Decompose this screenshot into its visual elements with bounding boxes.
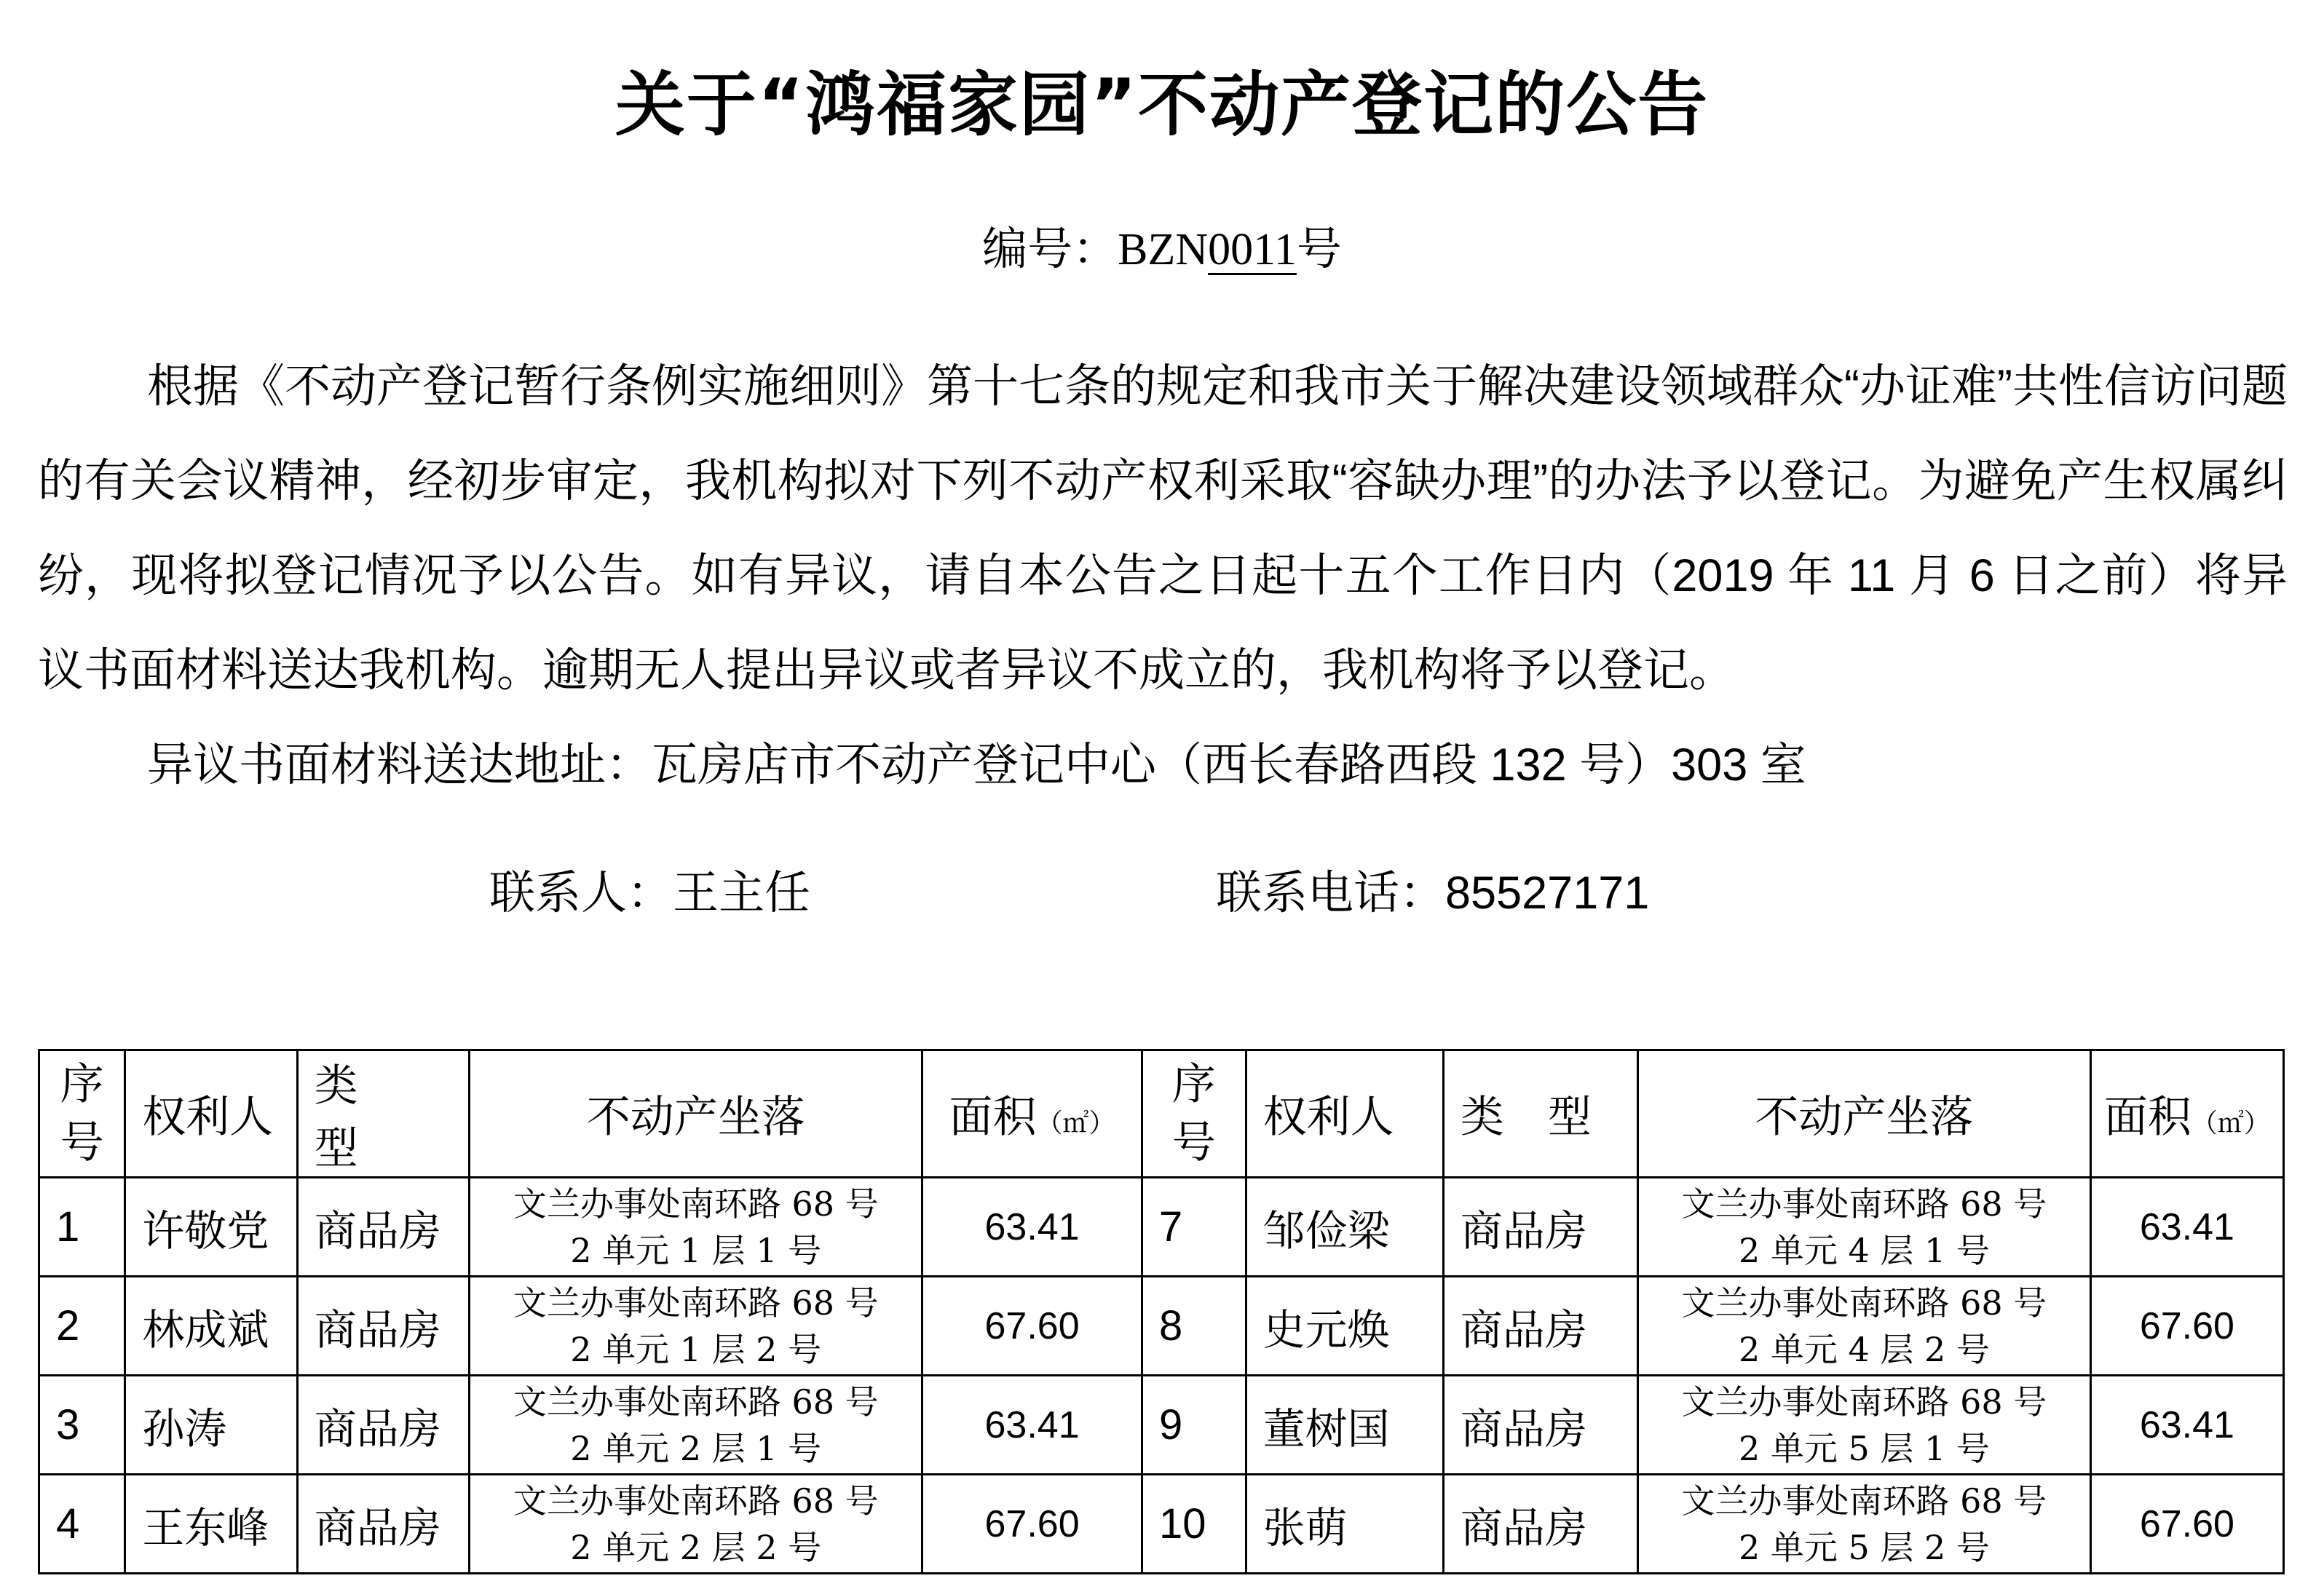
- cell-area: 63.41: [922, 1178, 1142, 1277]
- cell-seq: 9: [1142, 1376, 1246, 1475]
- header-area: 面积（㎡）: [2090, 1050, 2283, 1178]
- cell-seq: 3: [39, 1376, 125, 1475]
- cell-seq: 7: [1142, 1178, 1246, 1277]
- header-location: 不动产坐落: [470, 1050, 922, 1178]
- cell-location: 文兰办事处南环路 68 号 2 单元 1 层 1 号: [470, 1178, 922, 1277]
- cell-area: 67.60: [2090, 1475, 2283, 1574]
- cell-area: 67.60: [922, 1475, 1142, 1574]
- cell-area: 63.41: [2090, 1376, 2283, 1475]
- cell-seq: 1: [39, 1178, 125, 1277]
- cell-type: 商品房: [297, 1277, 470, 1376]
- cell-holder: 邹俭梁: [1246, 1178, 1443, 1277]
- cell-type: 商品房: [1443, 1376, 1637, 1475]
- header-seq: 序 号: [39, 1050, 125, 1178]
- document-title: 关于“鸿福家园”不动产登记的公告: [614, 64, 1710, 146]
- body-paragraph-notice: 根据《不动产登记暂行条例实施细则》第十七条的规定和我市关于解决建设领域群众“办证难”共性信访问题的有关会议精神，经初步审定，我机构拟对下列不动产权利采取“容缺办理”的办法予以登记。为避免产生权属纠纷，现将拟登记情况予以公告。如有异议，请自本公告之日起十五个工作日内（2019 年 11 月 6 日之前）将异议书面材料送达我机构。逾期无人提出异议或者异议不成立的，我机构将予以登记。: [38, 361, 2288, 696]
- document-number: [0, 213, 2324, 277]
- cell-seq: 10: [1142, 1475, 1246, 1574]
- cell-type: 商品房: [297, 1376, 470, 1475]
- cell-holder: 张萌: [1246, 1475, 1443, 1574]
- table-row: [39, 1475, 2284, 1574]
- cell-holder: 史元焕: [1246, 1277, 1443, 1376]
- cell-holder: 王东峰: [125, 1475, 298, 1574]
- cell-type: 商品房: [297, 1178, 470, 1277]
- cell-location: 文兰办事处南环路 68 号 2 单元 2 层 2 号: [470, 1475, 922, 1574]
- cell-seq: 8: [1142, 1277, 1246, 1376]
- cell-holder: 林成斌: [125, 1277, 298, 1376]
- cell-area: 67.60: [922, 1277, 1142, 1376]
- cell-location: 文兰办事处南环路 68 号 2 单元 2 层 1 号: [470, 1376, 922, 1475]
- cell-location: 文兰办事处南环路 68 号 2 单元 1 层 2 号: [470, 1277, 922, 1376]
- cell-area: 63.41: [922, 1376, 1142, 1475]
- cell-area: 67.60: [2090, 1277, 2283, 1376]
- table-header-row: [39, 1050, 2284, 1178]
- cell-seq: 4: [39, 1475, 125, 1574]
- document-number-value: 0011: [1208, 225, 1297, 274]
- cell-holder: 许敬党: [125, 1178, 298, 1277]
- header-area: 面积（㎡）: [922, 1050, 1142, 1178]
- header-location: 不动产坐落: [1637, 1050, 2090, 1178]
- document-number-suffix: 号: [1296, 224, 1342, 274]
- header-type: 类型: [1443, 1050, 1637, 1178]
- cell-area: 63.41: [2090, 1178, 2283, 1277]
- cell-holder: 孙涛: [125, 1376, 298, 1475]
- cell-type: 商品房: [297, 1475, 470, 1574]
- cell-type: 商品房: [1443, 1178, 1637, 1277]
- cell-type: 商品房: [1443, 1277, 1637, 1376]
- body-paragraph-address: 异议书面材料送达地址：瓦房店市不动产登记中心（西长春路西段 132 号）303 室: [147, 740, 1806, 790]
- cell-location: 文兰办事处南环路 68 号 2 单元 5 层 2 号: [1637, 1475, 2090, 1574]
- table-row: [39, 1178, 2284, 1277]
- cell-holder: 董树国: [1246, 1376, 1443, 1475]
- document-number-label: 编号：: [982, 224, 1118, 274]
- header-holder: 权利人: [1246, 1050, 1443, 1178]
- cell-type: 商品房: [1443, 1475, 1637, 1574]
- header-type: 类型: [297, 1050, 470, 1178]
- table-row: [39, 1376, 2284, 1475]
- registration-table: [38, 1049, 2285, 1574]
- document-number-prefix: BZN: [1118, 225, 1209, 274]
- cell-seq: 2: [39, 1277, 125, 1376]
- table-row: [39, 1277, 2284, 1376]
- header-holder: 权利人: [125, 1050, 298, 1178]
- contact-phone: 联系电话：85527171: [1216, 868, 1650, 919]
- header-seq: 序 号: [1142, 1050, 1246, 1178]
- contact-person: 联系人：王主任: [489, 868, 810, 919]
- cell-location: 文兰办事处南环路 68 号 2 单元 4 层 1 号: [1637, 1178, 2090, 1277]
- cell-location: 文兰办事处南环路 68 号 2 单元 5 层 1 号: [1637, 1376, 2090, 1475]
- cell-location: 文兰办事处南环路 68 号 2 单元 4 层 2 号: [1637, 1277, 2090, 1376]
